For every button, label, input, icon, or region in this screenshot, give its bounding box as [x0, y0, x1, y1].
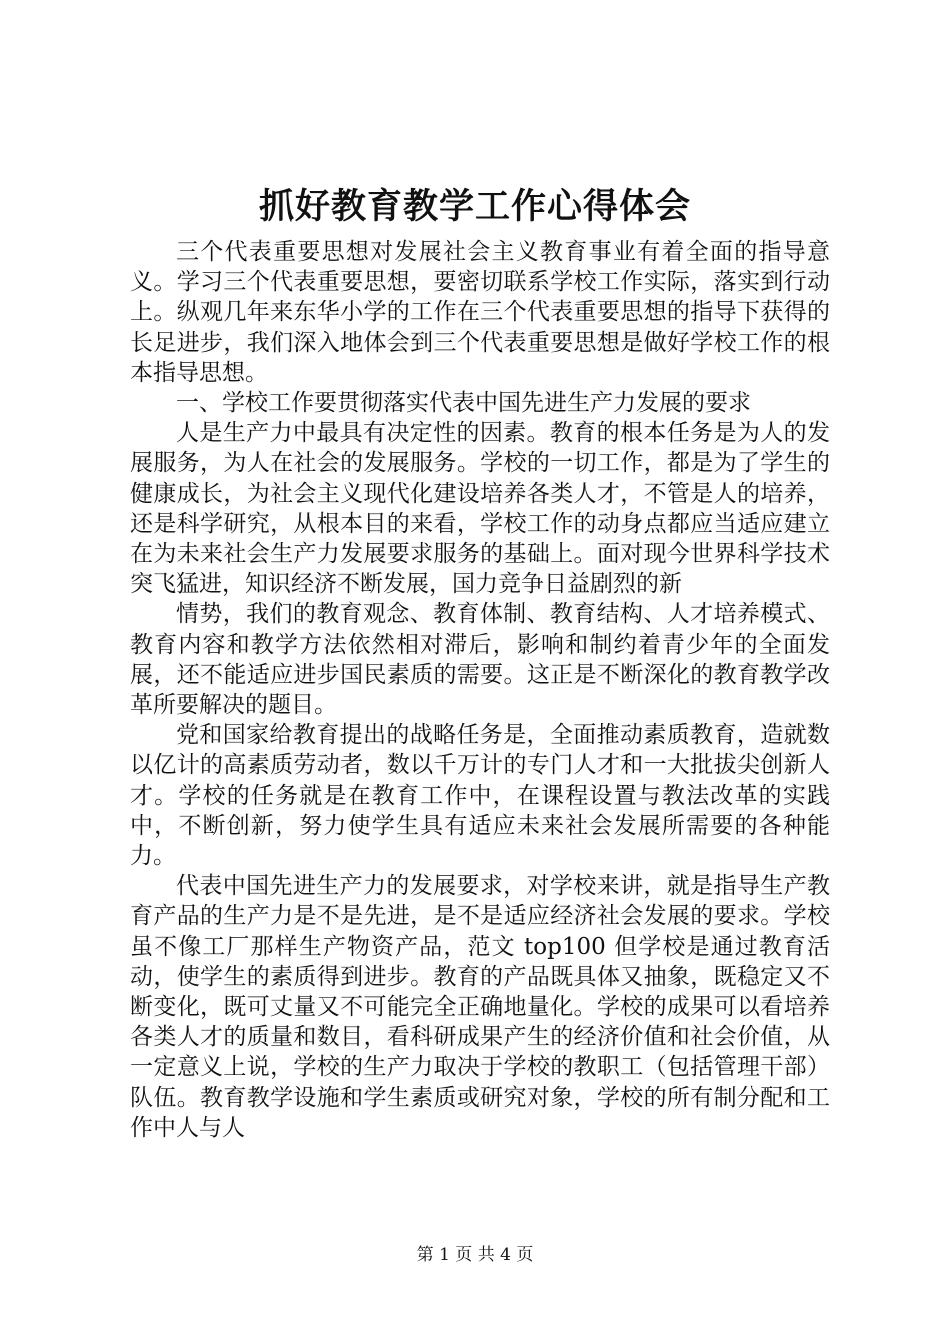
paragraph-representation: 代表中国先进生产力的发展要求，对学校来讲，就是指导生产教育产品的生产力是不是先进，是不是适应经济社会发展的要求。学校虽不像工厂那样生产物资产品，范文 top100 但学校是通过教育活动，使学生的素质得到进步。教育的产品既具体又抽象，既稳定又不断变化，既可丈量又不可能完全正确地量化。学校的成果可以看培养各类人才的质量和数目，看科研成果产生的经济价值和社会价值，从一定意义上说，学校的生产力取决于学校的教职工（包括管理干部）队伍。教育教学设施和学生素质或研究对象，学校的所有制分配和工作中人与人	[130, 873, 830, 1141]
paragraph-strategy: 党和国家给教育提出的战略任务是，全面推动素质教育，造就数以亿计的高素质劳动者，数以千万计的专门人才和一大批拔尖创新人才。学校的任务就是在教育工作中，在课程设置与教法改革的实践中，不断创新，努力使学生具有适应未来社会发展所需要的各种能力。	[130, 722, 830, 870]
paragraph-heading-1: 一、学校工作要贯彻落实代表中国先进生产力发展的要求	[176, 390, 751, 417]
page-number-footer: 第 1 页 共 4 页	[416, 1245, 534, 1265]
paragraph-productivity: 人是生产力中最具有决定性的因素。教育的根本任务是为人的发展服务，为人在社会的发展服务。学校的一切工作，都是为了学生的健康成长，为社会主义现代化建设培养各类人才，不管是人的培养，还是科学研究，从根本目的来看，学校工作的动身点都应当适应建立在为未来社会生产力发展要求服务的基础上。面对现今世界科学技术突飞猛进，知识经济不断发展，国力竞争日益剧烈的新	[130, 420, 830, 598]
paragraph-situation: 情势，我们的教育观念、教育体制、教育结构、人才培养模式、教育内容和教学方法依然相对滞后，影响和制约着青少年的全面发展，还不能适应进步国民素质的需要。这正是不断深化的教育教学改革所要解决的题目。	[130, 601, 830, 719]
document-title: 抓好教育教学工作心得体会	[258, 186, 691, 227]
paragraph-intro: 三个代表重要思想对发展社会主义教育事业有着全面的指导意义。学习三个代表重要思想，要密切联系学校工作实际，落实到行动上。纵观几年来东华小学的工作在三个代表重要思想的指导下获得的长足进步，我们深入地体会到三个代表重要思想是做好学校工作的根本指导思想。	[130, 239, 830, 386]
document-body	[130, 237, 830, 1143]
